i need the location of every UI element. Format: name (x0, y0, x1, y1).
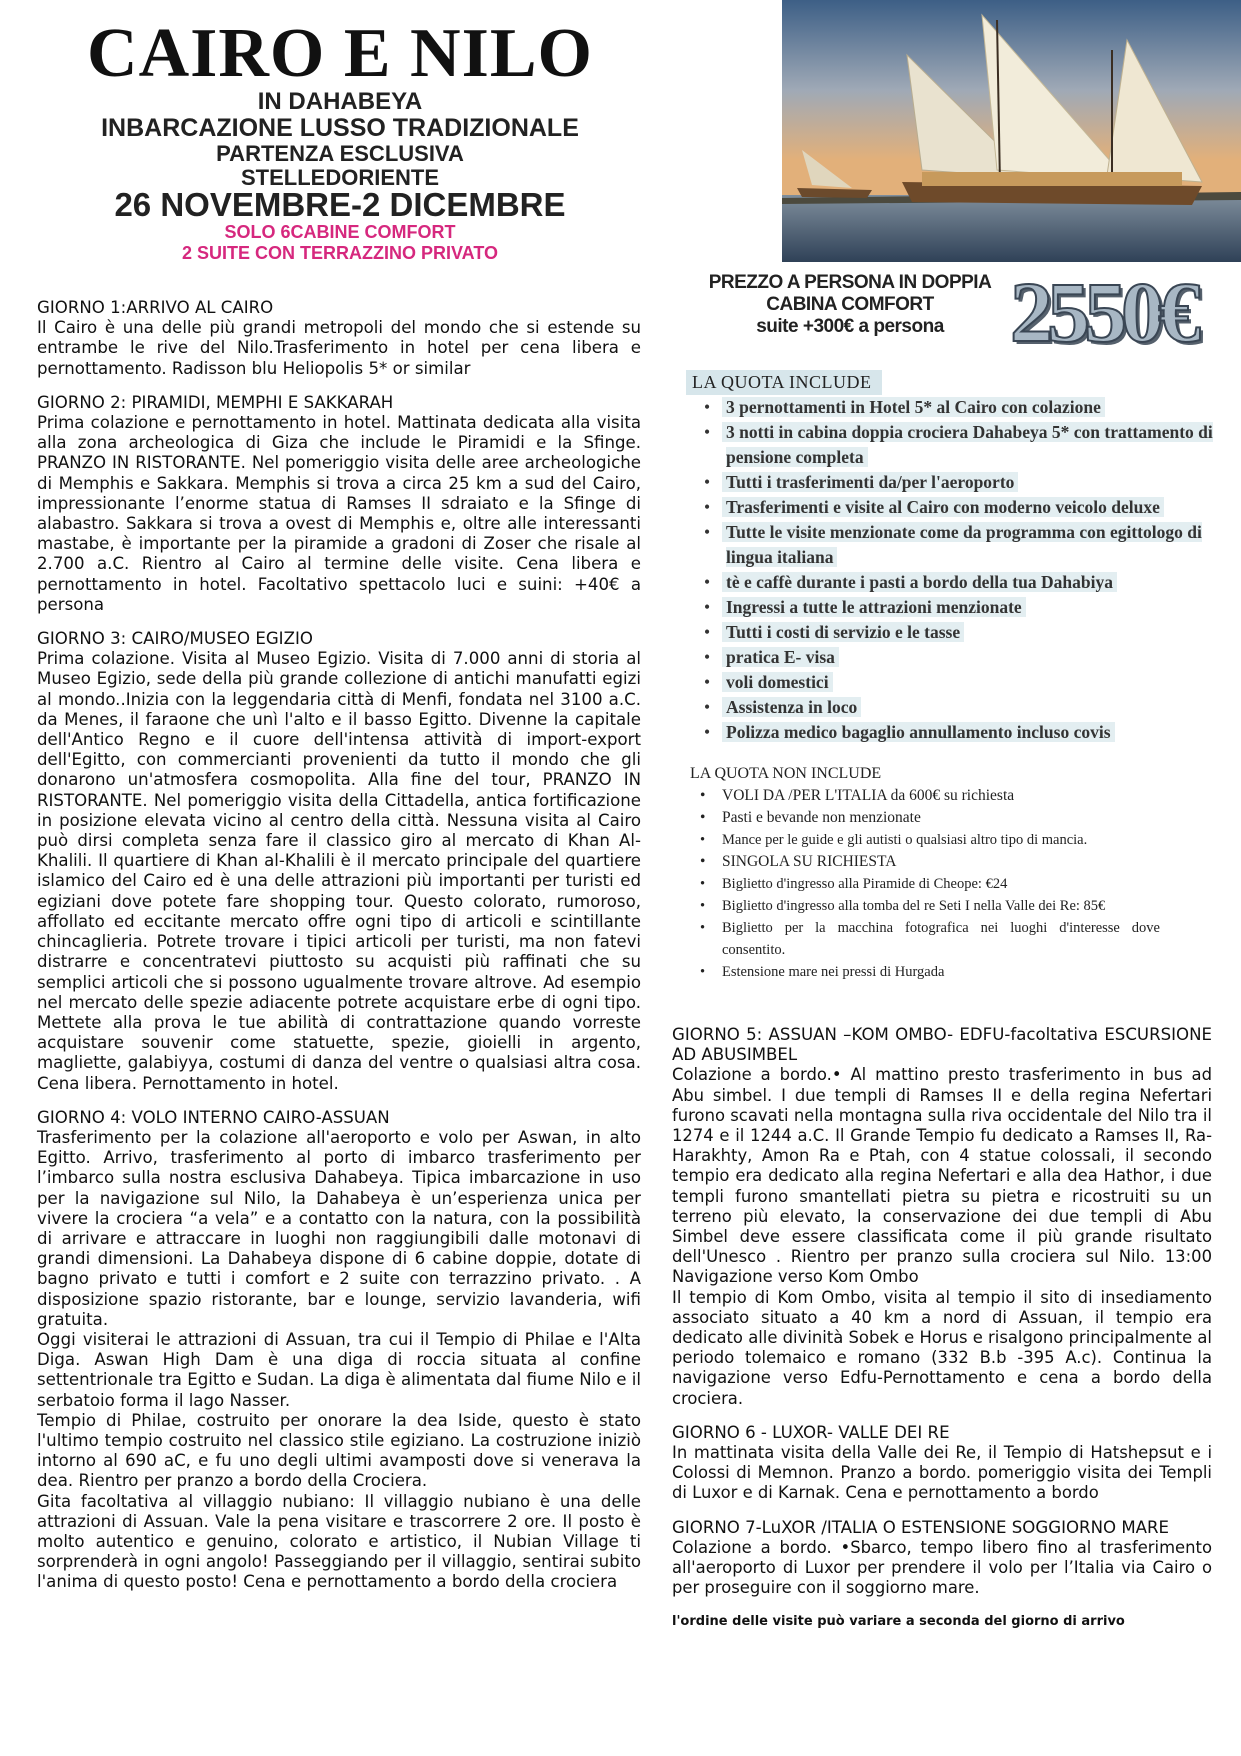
itinerary-left-column (37, 298, 641, 1607)
day-text: Il tempio di Kom Ombo, visita al tempio il sito di insediamento associato situato a 40 km a nord di Assuan, il tempio era dedicato alle divinità Sobek e Horus e risalgono principalmente al periodo tolemaico e romano (332 B.b -395 A.c). Continua la navigazione verso Edfu-Pernottamento e cena a bordo della crociera. (672, 1287, 1212, 1408)
day-4-section (37, 1108, 641, 1593)
day-text: Colazione a bordo. •Sbarco, tempo libero fino al trasferimento all'aeroporto di Luxor per prendere il volo per l’Italia via Cairo o per proseguire con il soggiorno mare. (672, 1537, 1212, 1598)
day-text: Tempio di Philae, costruito per onorare la dea Iside, questo è stato l'ultimo tempio costruito nel classico stile egiziano. La costruzione iniziò intorno al 690 aC, e fu uno degli ultimi avamposti dove si venerava la dea. Rientro per pranzo a bordo della Crociera. (37, 1410, 641, 1491)
day-title: GIORNO 4: VOLO INTERNO CAIRO-ASSUAN (37, 1107, 390, 1127)
day-6-section (672, 1423, 1212, 1504)
price-amount: 2550€ (1010, 264, 1195, 360)
list-item: • pratica E- visa (686, 645, 1216, 670)
day-title: GIORNO 7-LuXOR /ITALIA O ESTENSIONE SOGGIORNO MARE (672, 1517, 1170, 1537)
list-item: • 3 notti in cabina doppia crociera Dahabeya 5* con trattamento di pensione completa (686, 420, 1216, 470)
list-item: • VOLI DA /PER L'ITALIA da 600€ su richiesta (690, 785, 1160, 807)
exclude-list (690, 785, 1160, 983)
day-text: Prima colazione. Visita al Museo Egizio. Visita di 7.000 anni di storia al Museo Egizio, sede della più grande collezione di antichi manufatti egizi al mondo..Inizia con la leggendaria città di Menfi, fondata nel 3100 a.C. da Menes, il faraone che unì l'alto e il basso Egitto. Divenne la capitale dell'Antico Regno e il cuore dell'intensa attività di import-export dell'Egitto, con commercianti provenienti da tutto il mondo che gli donarono un'atmosfera cosmopolita. Alla fine del tour, PRANZO IN RISTORANTE. Nel pomeriggio visita della Cittadella, antica fortificazione in posizione elevata vicino al centro della città. Nessuna visita al Cairo può dirsi completa senza fare il classico giro al mercato di Khan Al-Khalili. Il quartiere di Khan al-Khalili è il mercato principale del quartiere islamico del Cairo ed è una delle attrazioni più importanti per turisti ed egiziani dove potete fare shopping tour. Questo colorato, rumoroso, affollato ed eccitante mercato offre ogni tipo di articoli e scintillante chincaglieria. Potrete trovare i tipici articoli per turisti, ma non fatevi distrarre e concentratevi piuttosto su acquisti più raffinati che su semplici articoli che si possono ugualmente trovare altrove. Ad esempio nel mercato delle spezie adiacente potrete acquistare erbe di ogni tipo. Mettete alla prova le tue abilità di contrattazione quando vorreste acquistare souvenir come statuette, spezie, gioielli in argento, magliette, galabiyya, costumi di danza del ventre o qualsiasi altra cosa. Cena libera. Pernottamento in hotel. (37, 649, 641, 1093)
subtitle-line-3: PARTENZA ESCLUSIVA (216, 141, 464, 166)
itinerary-right-column (672, 1025, 1212, 1633)
day-text: Gita facoltativa al villaggio nubiano: Il villaggio nubiano è una delle attrazioni di Assuan. Vale la pena visitare e trascorrere 2 ore. Il posto è molto autentico e genuino, colorato e artistico, il Nubian Village ti sorprenderà in ogni angolo! Passeggiando per il villaggio, sentirai subito l'anima di questo posto! Cena e pernottamento a bordo della crociera (37, 1491, 641, 1592)
day-1-section (37, 298, 641, 379)
day-5-section (672, 1025, 1212, 1409)
day-title: GIORNO 3: CAIRO/MUSEO EGIZIO (37, 629, 313, 649)
quota-include (686, 370, 1216, 745)
subtitle-line-4: STELLEDORIENTE (240, 165, 439, 190)
footnote: l'ordine delle visite può variare a seconda del giorno di arrivo (672, 1614, 1125, 1630)
list-item: • Tutti i costi di servizio e le tasse (686, 620, 1216, 645)
day-title: GIORNO 1:ARRIVO AL CAIRO (37, 298, 274, 317)
list-item: • Trasferimenti e visite al Cairo con moderno veicolo deluxe (686, 495, 1216, 520)
day-text: Oggi visiterai le attrazioni di Assuan, tra cui il Tempio di Philae e l'Alta Diga. Aswan High Dam è una diga di roccia situata al confine settentrionale tra Egitto e Sudan. La diga è alimentata dal fiume Nilo e il serbatoio forma il lago Nasser. (37, 1329, 641, 1410)
include-list (686, 395, 1216, 745)
exclude-title: LA QUOTA NON INCLUDE (690, 765, 882, 782)
highlight-cabins: SOLO 6CABINE COMFORT (224, 222, 456, 242)
list-item: • tè e caffè durante i pasti a bordo della tua Dahabiya (686, 570, 1216, 595)
list-item: • Biglietto d'ingresso alla Piramide di Cheope: €24 (690, 873, 1160, 895)
day-7-section (672, 1518, 1212, 1599)
day-title: GIORNO 2: PIRAMIDI, MEMPHI E SAKKARAH (37, 392, 394, 412)
list-item: • Assistenza in loco (686, 695, 1216, 720)
list-item: • Biglietto d'ingresso alla tomba del re Seti I nella Valle dei Re: 85€ (690, 895, 1160, 917)
include-title: LA QUOTA INCLUDE (686, 370, 882, 395)
day-text: Trasferimento per la colazione all'aeroporto e volo per Aswan, in alto Egitto. Arrivo, trasferimento al porto di imbarco trasferimento per l’imbarco sulla nostra esclusiva Dahabeya. Tipica imbarcazione in uso per la navigazione sul Nilo, la Dahabeya è un’esperienza unica per vivere la crociera “a vela” e a contatto con la natura, con la possibilità di arrivare e attraccare in luoghi non raggiungibili dalle motonavi di grandi dimensioni. La Dahabeya dispone di 6 cabine doppie, dotate di bagno privato e tutti i comfort e 2 suite con terrazzino privato. . A disposizione spazio ristorante, bar e lounge, servizio lavanderia, wifi gratuita. (37, 1127, 641, 1329)
price-suite-supplement: suite +300€ a persona (756, 316, 944, 337)
day-2-section (37, 393, 641, 615)
day-3-section (37, 629, 641, 1094)
day-title: GIORNO 5: ASSUAN –KOM OMBO- EDFU-facoltativa ESCURSIONE AD ABUSIMBEL (672, 1025, 1212, 1065)
dahabeya-photo (782, 0, 1241, 262)
price-label-line-1: PREZZO A PERSONA IN DOPPIA (708, 272, 992, 293)
list-item: • Tutte le visite menzionate come da programma con egittologo di lingua italiana (686, 520, 1216, 570)
list-item: • Tutti i trasferimenti da/per l'aeroporto (686, 470, 1216, 495)
list-item: • Biglietto per la macchina fotografica nei luoghi d'interesse dove consentito. (690, 917, 1160, 961)
day-text: In mattinata visita della Valle dei Re, il Tempio di Hatshepsut e i Colossi di Memnon. Pranzo a bordo. pomeriggio visita dei Templi di Luxor e di Karnak. Cena e pernottamento a bordo (672, 1443, 1212, 1503)
day-text: Colazione a bordo.• Al mattino presto trasferimento in bus ad Abu simbel. I due templi di Ramses II e della regina Nefertari furono scavati nella montagna sulla riva occidentale del Nilo tra il 1274 e il 1244 a.C. Il Grande Tempio fu dedicato a Ramses II, Ra-Harakhty, Amon Ra e Ptah, con 4 statue colossali, il secondo tempio era dedicato alla regina Nefertari e alla dea Hathor, i due templi furono smantellati pietra su pietra e ricostruiti su un terreno più elevato, la conservazione dei due templi di Abu Simbel deve essere classificata come il più grande risultato dell'Unesco . Rientro per pranzo sulla crociera sul Nilo. 13:00 Navigazione verso Kom Ombo (672, 1065, 1212, 1287)
highlight-suites: 2 SUITE CON TERRAZZINO PRIVATO (181, 243, 499, 263)
list-item: • Mance per le guide e gli autisti o qualsiasi altro tipo di mancia. (690, 829, 1160, 851)
list-item: • Estensione mare nei pressi di Hurgada (690, 961, 1160, 983)
day-text: Il Cairo è una delle più grandi metropoli del mondo che si estende su entrambe le rive del Nilo.Trasferimento in hotel per cena libera e pernottamento. Radisson blu Heliopolis 5* or similar (37, 318, 641, 378)
price-label (680, 272, 1020, 338)
list-item: • Ingressi a tutte le attrazioni menzionate (686, 595, 1216, 620)
list-item: • 3 pernottamenti in Hotel 5* al Cairo con colazione (686, 395, 1216, 420)
list-item: • Polizza medico bagaglio annullamento incluso covis (686, 720, 1216, 745)
travel-dates: 26 NOVEMBRE-2 DICEMBRE (114, 186, 566, 223)
list-item: • Pasti e bevande non menzionate (690, 807, 1160, 829)
day-title: GIORNO 6 - LUXOR- VALLE DEI RE (672, 1422, 950, 1442)
subtitle-line-2: INBARCAZIONE LUSSO TRADIZIONALE (101, 114, 579, 142)
day-text: Prima colazione e pernottamento in hotel. Mattinata dedicata alla visita alla zona archeologica di Giza che include le Piramidi e la Sfinge. PRANZO IN RISTORANTE. Nel pomeriggio visita delle aree archeologiche di Memphis e Sakkara. Memphis si trova a circa 25 km a sud del Cairo, impressionante l’enorme statua di Ramses II sdraiato e la Sfinge di alabastro. Sakkara si trova a ovest di Memphis e, oltre alle interessanti mastabe, è importante per la piramide a gradoni di Zoser che risale al 2.700 a.C. Rientro al Cairo al termine delle visite. Cena libera e pernottamento in hotel. Facoltativo spettacolo luci e suini: +40€ a persona (37, 413, 641, 614)
price-label-line-2: CABINA COMFORT (766, 294, 934, 315)
subtitle-line-1: IN DAHABEYA (257, 88, 423, 115)
page-title: CAIRO E NILO (87, 15, 593, 92)
list-item: • SINGOLA SU RICHIESTA (690, 851, 1160, 873)
quota-exclude (690, 763, 1160, 983)
list-item: • voli domestici (686, 670, 1216, 695)
